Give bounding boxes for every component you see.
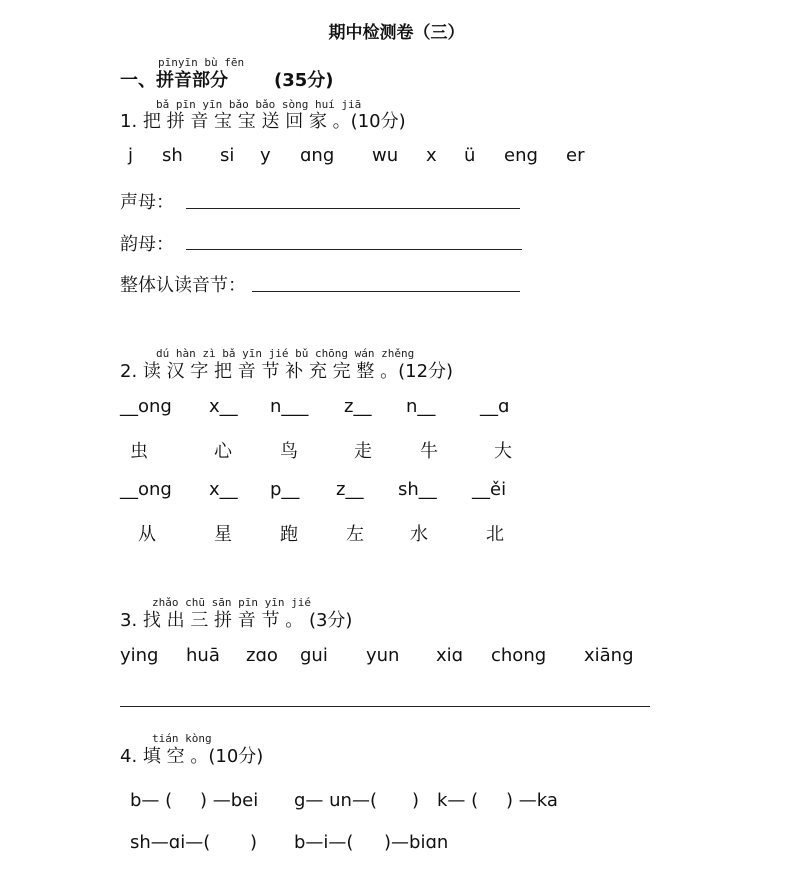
section1-score: (35分) [274,70,334,91]
section1-label: 一、拼音部分 [120,70,228,91]
q2-row4-char: 左 [346,524,364,545]
q3-pinyin: zhǎo chū sān pīn yīn jié [152,596,311,609]
q1-letter: er [566,145,585,166]
q2-pinyin: dú hàn zì bǎ yīn jié bǔ chōng wán zhěng [156,347,415,360]
q1-letter: x [426,145,437,166]
q4-text: 4. 填 空 。(10分) [120,746,264,767]
q2-row2-char: 走 [354,441,372,462]
q2-row1-item: __ɑ [480,396,510,417]
q3-word: huā [186,645,220,666]
q3-word: xiāng [584,645,634,666]
q3-word: gui [300,645,328,666]
q4-line1-part: ) —ka [506,790,558,811]
q1-letter: si [220,145,235,166]
q2-row4-char: 星 [214,524,232,545]
q2-row2-char: 牛 [420,441,438,462]
q1-letter: eng [504,145,538,166]
q1-letter: ɑng [300,145,335,166]
q4-line1-part: k— ( [437,790,479,811]
q1-letter: sh [162,145,183,166]
q2-row3-item: x__ [209,479,238,500]
q1-letter: ü [464,145,476,166]
q1-pinyin: bǎ pīn yīn bǎo bǎo sòng huí jiā [156,98,362,111]
q2-row2-char: 鸟 [280,441,298,462]
zhengti-label: 整体认读音节： [120,275,246,296]
q1-letter: j [128,145,134,166]
q4-line1-part: ) [412,790,420,811]
q3-word: ying [120,645,159,666]
q4-line1-part: b— ( [130,790,173,811]
q2-row2-char: 虫 [130,441,148,462]
q2-row3-item: sh__ [398,479,437,500]
q1-letter: y [260,145,271,166]
q2-row3-item: __ěi [472,479,507,500]
q2-row4-char: 北 [486,524,504,545]
q2-row4-char: 从 [138,524,156,545]
q1-letter: wu [372,145,399,166]
zhengti-answer-line[interactable] [252,291,520,292]
q4-pinyin: tián kòng [152,732,212,745]
q4-line1-part: ) —bei [200,790,259,811]
q1-text: 1. 把 拼 音 宝 宝 送 回 家 。(10分) [120,111,406,132]
q2-row1-item: n___ [270,396,309,417]
q2-row1-item: n__ [406,396,436,417]
q4-line2-part: b—i—( [294,832,354,853]
section1-pinyin: pīnyīn bù fēn [158,56,245,69]
q2-row3-item: z__ [336,479,364,500]
q2-row1-item: x__ [209,396,238,417]
q2-row1-item: __ong [120,396,172,417]
q3-word: zɑo [246,645,278,666]
q3-word: xiɑ [436,645,464,666]
q2-row3-item: p__ [270,479,300,500]
q4-line2-part: )—biɑn [384,832,449,853]
q4-line2-part: sh—ɑi—( [130,832,211,853]
q4-line1-part: g— un—( [294,790,377,811]
shengmu-label: 声母： [120,192,174,213]
q3-word: chong [491,645,547,666]
q2-row4-char: 跑 [280,524,298,545]
yunmu-answer-line[interactable] [186,249,522,250]
q2-row4-char: 水 [410,524,428,545]
q3-text: 3. 找 出 三 拼 音 节 。 (3分) [120,610,353,631]
q2-row1-item: z__ [344,396,372,417]
q2-row2-char: 心 [214,441,232,462]
q2-text: 2. 读 汉 字 把 音 节 补 充 完 整 。(12分) [120,361,454,382]
q3-answer-line[interactable] [120,706,650,707]
q3-word: yun [366,645,400,666]
q2-row2-char: 大 [494,441,512,462]
yunmu-label: 韵母： [120,234,174,255]
shengmu-answer-line[interactable] [186,208,520,209]
q4-line2-part: ) [250,832,258,853]
page-title: 期中检测卷（三） [328,23,465,43]
q2-row3-item: __ong [120,479,172,500]
